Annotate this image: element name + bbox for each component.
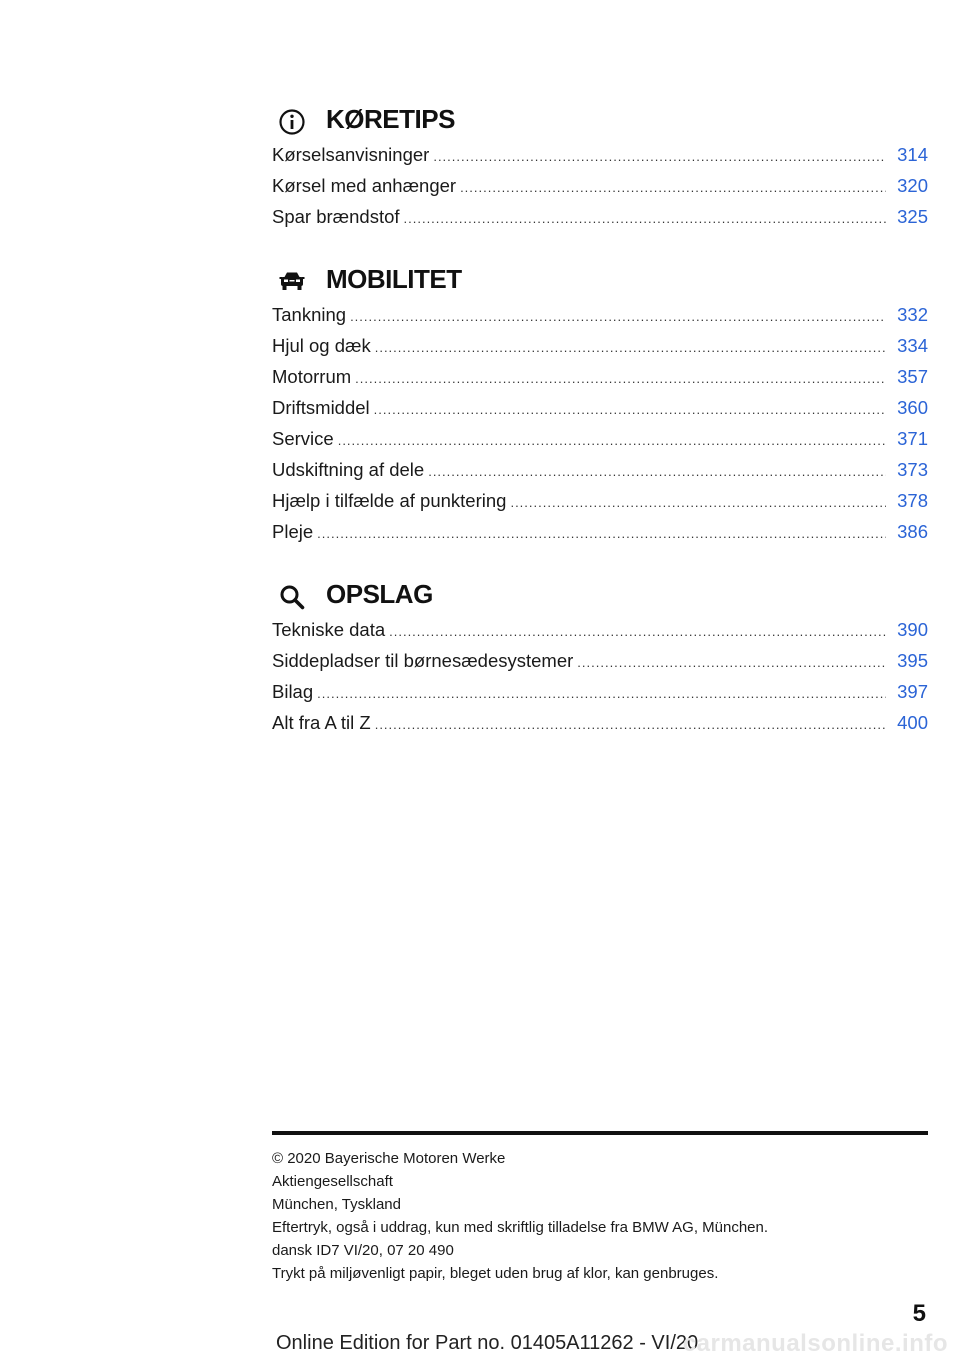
- toc-entry-label: Udskiftning af dele: [272, 459, 425, 480]
- toc-entry-motorrum[interactable]: [272, 366, 928, 397]
- toc-entry-koerselsanvisninger[interactable]: [272, 144, 928, 175]
- car-icon: [278, 268, 306, 296]
- toc-entry-label: Alt fra A til Z: [272, 712, 371, 733]
- toc-entry-label: Kørsel med anhænger: [272, 175, 457, 196]
- dot-leader: [577, 656, 886, 669]
- toc-page-link[interactable]: 371: [897, 428, 928, 449]
- toc-entry-label: Tekniske data: [272, 619, 386, 640]
- imprint-location: München, Tyskland: [272, 1196, 401, 1213]
- dot-leader: [460, 181, 886, 194]
- dot-leader: [355, 372, 886, 385]
- imprint-edition-id: dansk ID7 VI/20, 07 20 490: [272, 1242, 454, 1259]
- section-header: [272, 100, 928, 140]
- toc-entry-udskiftning-af-dele[interactable]: [272, 459, 928, 490]
- dot-leader: [510, 496, 886, 509]
- dot-leader: [338, 434, 886, 447]
- toc-page-link[interactable]: 314: [897, 144, 928, 165]
- section-mobilitet: [272, 260, 928, 552]
- dot-leader: [317, 687, 886, 700]
- toc-entry-spar-braendstof[interactable]: [272, 206, 928, 237]
- imprint-copyright: © 2020 Bayerische Motoren Werke: [272, 1150, 506, 1167]
- section-header: [272, 575, 928, 615]
- toc-entry-pleje[interactable]: [272, 521, 928, 552]
- toc-entry-hjul-og-daek[interactable]: [272, 335, 928, 366]
- info-icon: [278, 108, 306, 136]
- toc-page-link[interactable]: 390: [897, 619, 928, 640]
- toc-entry-tankning[interactable]: [272, 304, 928, 335]
- toc-page-link[interactable]: 386: [897, 521, 928, 542]
- toc-entry-driftsmiddel[interactable]: [272, 397, 928, 428]
- toc-entry-label: Hjælp i tilfælde af punktering: [272, 490, 507, 511]
- section-koeretips: [272, 100, 928, 237]
- dot-leader: [317, 527, 886, 540]
- toc-list: [272, 304, 928, 552]
- toc-page-link[interactable]: 360: [897, 397, 928, 418]
- toc-page-link[interactable]: 397: [897, 681, 928, 702]
- toc-entry-label: Spar brændstof: [272, 206, 400, 227]
- section-title: KØRETIPS: [326, 104, 455, 134]
- toc-entry-siddepladser[interactable]: [272, 650, 928, 681]
- edition-text: Online Edition for Part no. 01405A11262 - VI/20: [276, 1332, 699, 1354]
- search-icon: [278, 583, 306, 611]
- imprint-company: Aktiengesellschaft: [272, 1173, 393, 1190]
- toc-list: [272, 144, 928, 237]
- toc-entry-hjaelp-punktering[interactable]: [272, 490, 928, 521]
- imprint-reprint-notice: Eftertryk, også i uddrag, kun med skriftlig tilladelse fra BMW AG, München.: [272, 1219, 769, 1236]
- toc-entry-label: Bilag: [272, 681, 314, 702]
- page-number: 5: [912, 1300, 926, 1327]
- toc-page-link[interactable]: 357: [897, 366, 928, 387]
- toc-entry-label: Tankning: [272, 304, 347, 325]
- toc-entry-label: Motorrum: [272, 366, 352, 387]
- toc-entry-tekniske-data[interactable]: [272, 619, 928, 650]
- toc-entry-label: Kørselsanvisninger: [272, 144, 430, 165]
- toc-page-link[interactable]: 373: [897, 459, 928, 480]
- toc-page-link[interactable]: 334: [897, 335, 928, 356]
- toc-entry-koersel-med-anhaenger[interactable]: [272, 175, 928, 206]
- toc-entry-label: Hjul og dæk: [272, 335, 371, 356]
- toc-page-link[interactable]: 400: [897, 712, 928, 733]
- section-header: [272, 260, 928, 300]
- toc-entry-label: Siddepladser til børnesædesystemer: [272, 650, 574, 671]
- section-opslag: [272, 575, 928, 743]
- section-title: MOBILITET: [326, 264, 462, 294]
- toc-entry-label: Driftsmiddel: [272, 397, 370, 418]
- dot-leader: [428, 465, 886, 478]
- toc-page-link[interactable]: 378: [897, 490, 928, 511]
- dot-leader: [433, 150, 886, 163]
- watermark-logo: carmanualsonline.info: [682, 1330, 948, 1357]
- toc-page-link[interactable]: 320: [897, 175, 928, 196]
- toc-page-link[interactable]: 395: [897, 650, 928, 671]
- dot-leader: [375, 718, 886, 731]
- dot-leader: [404, 212, 886, 225]
- toc-entry-bilag[interactable]: [272, 681, 928, 712]
- imprint: [272, 1147, 768, 1285]
- toc-entry-service[interactable]: [272, 428, 928, 459]
- toc-page-link[interactable]: 332: [897, 304, 928, 325]
- dot-leader: [375, 341, 886, 354]
- footer-bar: [0, 1328, 960, 1362]
- toc-entry-label: Pleje: [272, 521, 314, 542]
- toc-list: [272, 619, 928, 743]
- toc-page-link[interactable]: 325: [897, 206, 928, 227]
- toc-entry-alt-fra-a-til-z[interactable]: [272, 712, 928, 743]
- footer-divider: [272, 1131, 928, 1135]
- dot-leader: [389, 625, 886, 638]
- section-title: OPSLAG: [326, 579, 433, 609]
- toc-entry-label: Service: [272, 428, 334, 449]
- dot-leader: [350, 310, 886, 323]
- dot-leader: [374, 403, 886, 416]
- imprint-paper-notice: Trykt på miljøvenligt papir, bleget uden brug af klor, kan genbruges.: [272, 1265, 719, 1282]
